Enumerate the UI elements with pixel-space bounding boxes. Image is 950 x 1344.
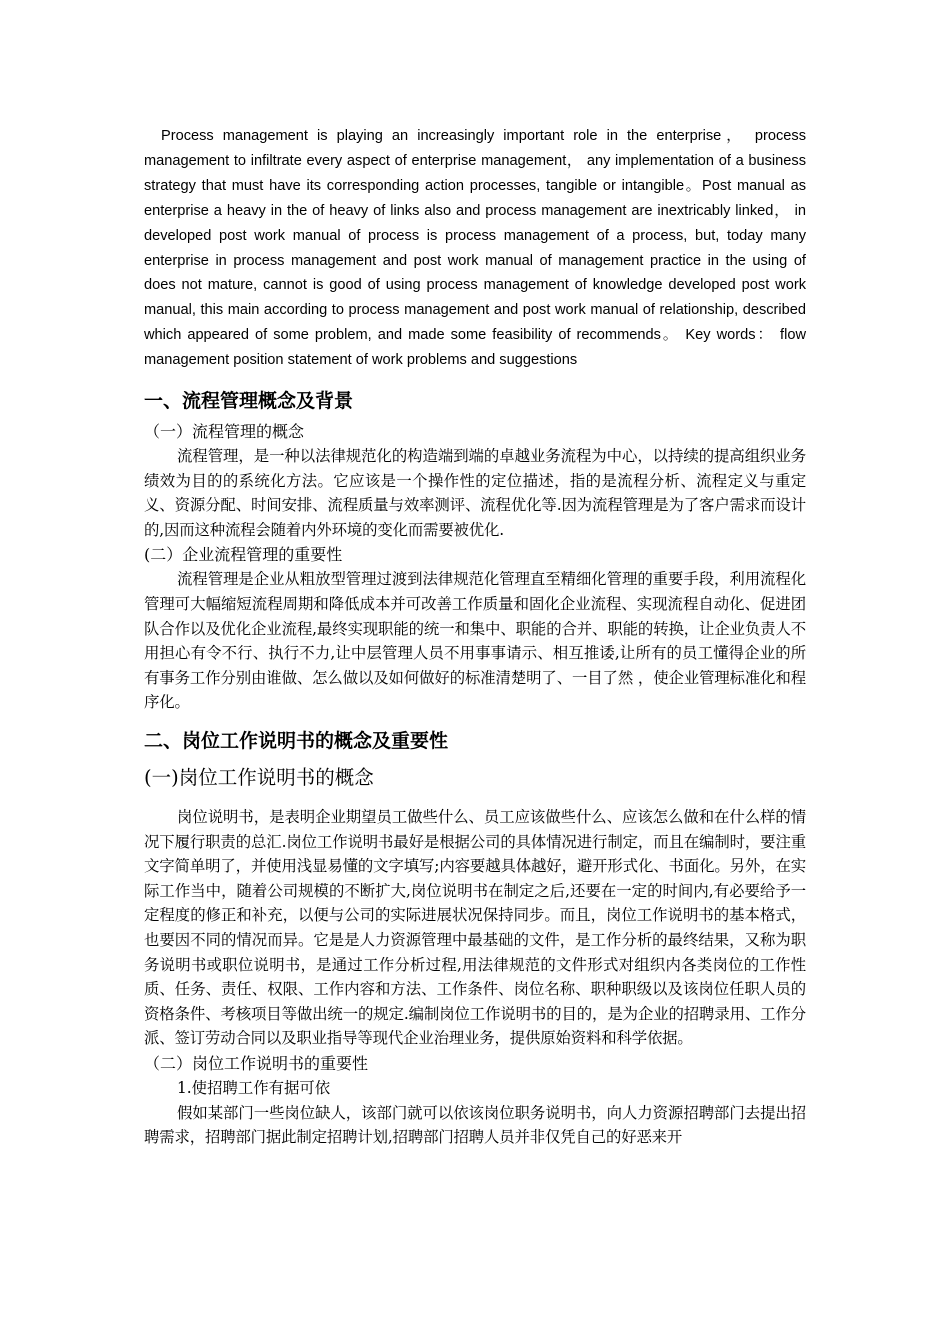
section-2-1-heading: (一)岗位工作说明书的概念 xyxy=(144,766,374,789)
section-2-2-item-1-heading: 1.使招聘工作有据可依 xyxy=(177,1078,331,1097)
abstract-paragraph: Process management is playing an increasingly important role in the enterprise， process management to infiltrate every aspect of enterprise management， any implementation of a business strategy that must have its corresponding action processes, tangible or intangible。Post manual as enterprise a heavy in the of heavy of links also and process management are inextricably linked， in developed post work manual of process is process management of a process, but, today many enterprise in process management and post work manual of management practice in the using of does not mature, cannot is good of using process management of knowledge developed post work manual, this main according to process management and post work manual of relationship, described which appeared of some problem, and made some feasibility of recommends。 Key words： flow management position statement of work problems and suggestions xyxy=(144,128,806,369)
section-2-1-paragraph: 岗位说明书，是表明企业期望员工做些什么、员工应该做些什么、应该怎么做和在什么样的情况下履行职责的总汇.岗位工作说明书最好是根据公司的具体情况进行制定，而且在编制时，要注重文字简单明了，并使用浅显易懂的文字填写;内容要越具体越好，避开形式化、书面化。另外，在实际工作当中，随着公司规模的不断扩大,岗位说明书在制定之后,还要在一定的时间内,有必要给予一定程度的修正和补充，以便与公司的实际进展状况保持同步。而且，岗位工作说明书的基本格式，也要因不同的情况而异。它是是人力资源管理中最基础的文件，是工作分析的最终结果，又称为职务说明书或职位说明书，是通过工作分析过程,用法律规范的文件形式对组织内各类岗位的工作性质、任务、责任、权限、工作内容和方法、工作条件、岗位名称、职种职级以及该岗位任职人员的资格条件、考核项目等做出统一的规定.编制岗位工作说明书的目的，是为企业的招聘录用、工作分派、签订劳动合同以及职业指导等现代企业治理业务，提供原始资料和科学依据。 xyxy=(144,808,806,1048)
document-page xyxy=(144,124,806,1150)
section-2-2-item-1-paragraph: 假如某部门一些岗位缺人，该部门就可以依该岗位职务说明书，向人力资源招聘部门去提出招聘需求，招聘部门据此制定招聘计划,招聘部门招聘人员并非仅凭自己的好恶来开 xyxy=(144,1103,806,1147)
section-1-1-paragraph: 流程管理，是一种以法律规范化的构造端到端的卓越业务流程为中心，以持续的提高组织业务绩效为目的的系统化方法。它应该是一个操作性的定位描述，指的是流程分析、流程定义与重定义、资源分配、时间安排、流程质量与效率测评、流程优化等.因为流程管理是为了客户需求而设计的,因而这种流程会随着内外环境的变化而需要被优化. xyxy=(144,447,806,539)
section-1-2-paragraph: 流程管理是企业从粗放型管理过渡到法律规范化管理直至精细化管理的重要手段，利用流程化管理可大幅缩短流程周期和降低成本并可改善工作质量和固化企业流程、实现流程自动化、促进团队合作以及优化企业流程,最终实现职能的统一和集中、职能的合并、职能的转换，让企业负责人不用担心有令不行、执行不力,让中层管理人员不用事事请示、相互推诿,让所有的员工懂得企业的所有事务工作分别由谁做、怎么做以及如何做好的标准清楚明了、一目了然 ，使企业管理标准化和程序化。 xyxy=(144,570,806,712)
section-1-heading: 一、流程管理概念及背景 xyxy=(144,390,354,413)
section-2-2-heading: （二）岗位工作说明书的重要性 xyxy=(144,1053,369,1073)
section-1-2-heading: (二）企业流程管理的重要性 xyxy=(144,545,343,565)
section-1-1-heading: （一）流程管理的概念 xyxy=(144,422,305,442)
section-2-heading: 二、岗位工作说明书的概念及重要性 xyxy=(144,730,449,752)
